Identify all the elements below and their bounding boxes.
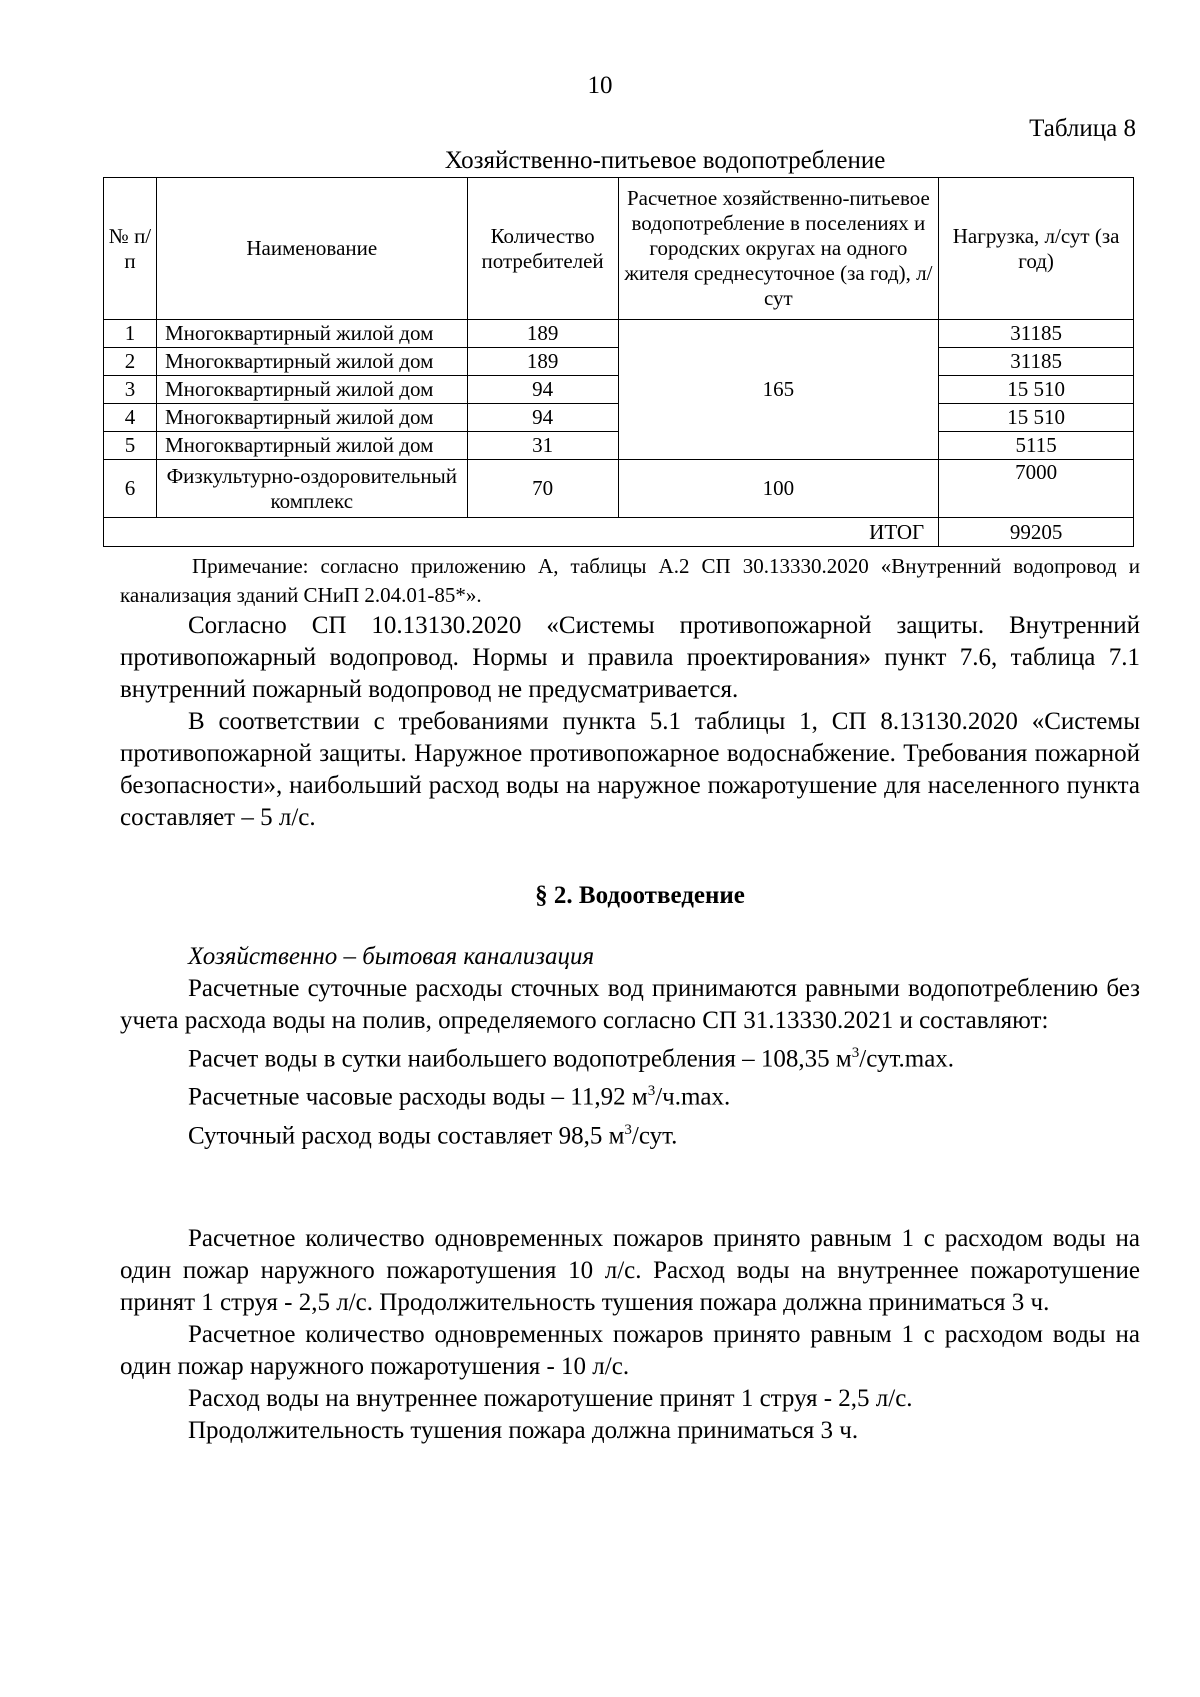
rate-residential: 165 (618, 320, 939, 460)
table-title: Хозяйственно-питьевое водопотребление (444, 147, 886, 174)
row-num: 4 (104, 404, 157, 432)
header-count: Количество потребителей (467, 178, 618, 320)
calc-daily-prefix: Суточный расход воды составляет 98,5 м (188, 1121, 625, 1149)
row-load: 15 510 (939, 404, 1134, 432)
row-num: 6 (104, 460, 157, 518)
total-label: ИТОГ (104, 518, 939, 547)
row-load: 5115 (939, 432, 1134, 460)
row-load: 31185 (939, 320, 1134, 348)
row-num: 5 (104, 432, 157, 460)
row-num: 1 (104, 320, 157, 348)
calc-hourly (120, 1075, 1140, 1113)
row-count: 189 (467, 320, 618, 348)
paragraph-fires-3: Расход воды на внутреннее пожаротушение принят 1 струя - 2,5 л/с. (188, 1385, 913, 1412)
superscript-3: 3 (851, 1045, 860, 1061)
calc-max-day-suffix: /сут.max. (859, 1045, 955, 1073)
table-row (104, 320, 1134, 348)
rate-sport: 100 (618, 460, 939, 518)
row-name: Многоквартирный жилой дом (156, 376, 467, 404)
row-load: 31185 (939, 348, 1134, 376)
table-row (104, 460, 1134, 518)
calc-hourly-prefix: Расчетные часовые расходы воды – 11,92 м (188, 1083, 648, 1111)
row-count: 70 (467, 460, 618, 518)
table-header-row (104, 178, 1134, 320)
superscript-3: 3 (647, 1083, 656, 1100)
paragraph-fires-1: Расчетное количество одновременных пожаров принято равным 1 с расходом воды на один пожар наружного пожаротушения 10 л/с. Расход воды на внутреннее пожаротушение принят 1 струя - 2,5 л/с. Продолжительность тушения пожара должна приниматься 3 ч. (120, 1225, 1140, 1316)
row-load: 15 510 (939, 376, 1134, 404)
paragraph-fires-2: Расчетное количество одновременных пожаров принято равным 1 с расходом воды на один пожар наружного пожаротушения - 10 л/с. (120, 1321, 1140, 1380)
water-consumption-table (103, 177, 1134, 547)
table-label: Таблица 8 (1029, 115, 1136, 142)
total-value: 99205 (939, 518, 1134, 547)
header-num: № п/п (104, 178, 157, 320)
calc-daily (120, 1114, 1140, 1152)
row-num: 3 (104, 376, 157, 404)
top-paragraphs (120, 610, 1140, 834)
paragraph-sewer-intro: Расчетные суточные расходы сточных вод принимаются равными водопотреблению без учета расхода воды на полив, определяемого согласно СП 31.13330.2021 и составляют: (120, 975, 1140, 1034)
row-count: 31 (467, 432, 618, 460)
paragraph-internal-fire-water: Согласно СП 10.13130.2020 «Системы противопожарной защиты. Внутренний противопожарный водопровод. Нормы и правила проектирования» пункт 7.6, таблица 7.1 внутренний пожарный водопровод не предусматривается. (120, 612, 1140, 703)
calc-hourly-suffix: /ч.max. (655, 1083, 731, 1111)
header-name: Наименование (156, 178, 467, 320)
row-name: Многоквартирный жилой дом (156, 348, 467, 376)
section-title: § 2. Водоотведение (535, 882, 745, 909)
page-number: 10 (587, 72, 613, 99)
paragraph-fires-4: Продолжительность тушения пожара должна приниматься 3 ч. (188, 1417, 859, 1444)
row-count: 189 (467, 348, 618, 376)
superscript-3: 3 (624, 1121, 632, 1138)
row-name: Многоквартирный жилой дом (156, 320, 467, 348)
row-load: 7000 (939, 460, 1134, 518)
header-load: Нагрузка, л/сут (за год) (939, 178, 1134, 320)
paragraph-external-fire-water: В соответствии с требованиями пункта 5.1 таблицы 1, СП 8.13130.2020 «Системы противопожарной защиты. Наружное противопожарное водоснабжение. Требования пожарной безопасности», наибольший расход воды на наружное пожаротушение для населенного пункта составляет – 5 л/с. (120, 708, 1140, 831)
row-count: 94 (467, 404, 618, 432)
fire-block (120, 1223, 1140, 1447)
table-note: Примечание: согласно приложению А, таблицы А.2 СП 30.13330.2020 «Внутренний водопровод и канализация зданий СНиП 2.04.01-85*». (120, 554, 1140, 607)
row-count: 94 (467, 376, 618, 404)
row-name: Физкультурно-оздоровительный комплекс (156, 460, 467, 518)
header-rate: Расчетное хозяйственно-питьевое водопотребление в поселениях и городских округах на одного жителя среднесуточное (за год), л/сут (618, 178, 939, 320)
subsection-title: Хозяйственно – бытовая канализация (188, 943, 595, 970)
calc-max-day (120, 1037, 1140, 1075)
calc-daily-suffix: /сут. (631, 1121, 678, 1149)
calc-max-day-prefix: Расчет воды в сутки наибольшего водопотребления – 108,35 м (188, 1045, 852, 1073)
table-total-row (104, 518, 1134, 547)
row-name: Многоквартирный жилой дом (156, 432, 467, 460)
row-name: Многоквартирный жилой дом (156, 404, 467, 432)
sewer-block (120, 941, 1140, 1152)
row-num: 2 (104, 348, 157, 376)
